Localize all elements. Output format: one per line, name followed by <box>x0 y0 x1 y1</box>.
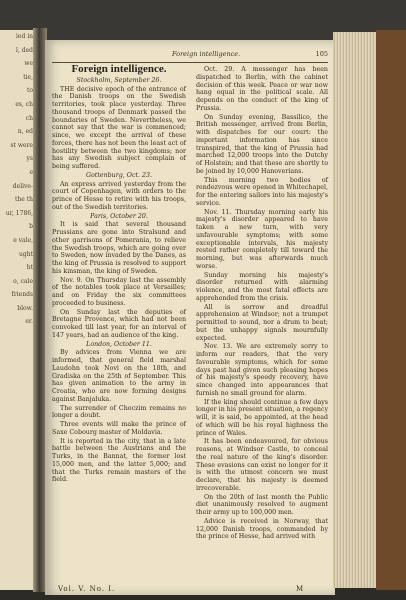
page-number: 105 <box>315 50 328 58</box>
article-paragraph: It is said that several thousand Prussians are gone into Stralsund and other garrisons of Pomerania, to relieve the Swedish troops, which are going over to Sweden, now invaded by the Danes, as the king of Prussia is resolved to support his kinsman, the king of Sweden. <box>52 221 186 275</box>
dateline: Stockholm, September 26. <box>76 76 162 84</box>
article-paragraph: If the king should continue a few days longer in his present situation, a regency will, it is said, be appointed, at the head of which will be his royal highness the prince of Wales. <box>196 398 328 437</box>
left-page-fragment: es, ch <box>15 100 33 108</box>
page-edges <box>333 32 379 588</box>
left-page-fragment: l, ded <box>16 46 33 54</box>
left-page-fragment: ught <box>19 250 33 258</box>
article-paragraph: On Sunday last the deputies of Bretagne Provence, which had not been convoked till last year, for an interval of 147 years, had an audience of the king. <box>52 308 186 339</box>
article-paragraph: All is sorrow and dreadful apprehension at Windsor; not a trumpet permitted to sound, nor a drum to beat; but the unhappy signals mournfully expected. <box>196 303 328 342</box>
left-page-fragment: delive- <box>12 182 33 190</box>
article-paragraph: On the 20th of last month the Public diet unanimously resolved to augment their army up to 100,000 men. <box>196 493 328 516</box>
article-paragraph: The surrender of Choczim remains no longer a doubt. <box>52 404 186 420</box>
left-page-fragment: we <box>24 60 33 68</box>
left-page-fragment: to <box>26 87 33 95</box>
left-page-fragment: tie, <box>23 73 33 81</box>
running-title: Foreign intelligence. <box>172 50 241 58</box>
article-paragraph: Nov. 13. We are extremely sorry to inform our readers, that the very favourable symptoms, which for some days past had given such pleasing hopes of his majesty's speedy recovery, have since changed into appearances that furnish no small ground for alarm. <box>196 343 328 397</box>
article-paragraph: An express arrived yesterday from the court of Copenhagen, with orders to the prince of Hesse to retire with his troops, out of the Swedish territories. <box>52 180 186 211</box>
article-paragraph: Advice is received in Norway, that 12,000 Danish troops, commanded by the prince of Hesse, had arrived with <box>196 517 328 541</box>
left-page-fragment: ht <box>26 264 33 272</box>
signature-mark: Vol. V. No. I. <box>58 585 116 593</box>
left-page-fragment: ys <box>26 155 33 163</box>
left-page-fragment: o, cale <box>13 277 33 285</box>
left-page-fragment: n, ed <box>17 128 33 136</box>
article-paragraph: It is reported in the city, that in a late battle between the Austrians and the Turks, in the Bannat, the former lost 15,000 men, and the latter 5,000; and that the Turks remain masters of the field. <box>52 437 186 484</box>
section-title: Foreign intelligence. <box>71 63 167 75</box>
article-paragraph: On Sunday evening, Bassilico, the British messenger, arrived from Berlin, with dispatches for our court: the important information has since transpired, that the king of Prussia had marched 12,000 troops into the Dutchy of Holstein; and that these are shortly to be joined by 10,000 Hanoverians. <box>196 113 328 175</box>
article-paragraph: This morning two bodies of rendezvous were opened in Whitechapel, for the entering sailors into his majesty's service. <box>196 176 328 207</box>
article-paragraph: Sunday morning his majesty's disorder returned with alarming violence, and the most fatal effects are apprehended from the crisis. <box>196 271 328 302</box>
left-page-fragment: st were <box>10 141 33 149</box>
left-page-fragment: ied in <box>15 33 33 40</box>
left-page-fragment: b <box>29 223 33 231</box>
article-paragraph: Three events will make the prince of Saxe Cobourg master of Moldavia. <box>52 421 186 436</box>
book-cover <box>376 30 406 590</box>
left-page <box>0 30 36 590</box>
article-paragraph: Nov. 11. Thursday morning early his majesty's disorder appeared to have taken a new turn, with very unfavourable symptoms; with some exceptionable intervals, his majesty rested rather completely till toward the morning, but was afterwards much worse. <box>196 208 328 270</box>
left-page-fragment: ch <box>25 114 33 122</box>
left-page-fragment: e vale, <box>13 236 33 244</box>
catchword: M <box>296 585 304 593</box>
article-paragraph: By advices from Vienna we are informed, that general field marshal Laudohn took Novi on the 18th, and Gradiska on the 25th of September. This has given animation to the army in Croatia, who are now forming designs against Banjaluka. <box>52 349 186 403</box>
article-paragraph: THE decisive epoch of the entrance of the Danish troops on the Swedish territories, took place yesterday. Three thousand troops of Denmark passed the boundaries of Sweden. Nevertheless, we cannot say that the war is commenced; since, we except the arrival of these forces, there has not been the least act of hostility between the two kingdoms; nor has any Swedish subject complain of being suffered. <box>52 85 186 170</box>
left-page-fragment: blow. <box>17 304 33 312</box>
column-left <box>52 63 186 485</box>
left-page-fragment: er. <box>25 318 33 326</box>
dateline: Gottenburg, Oct. 23. <box>85 171 153 179</box>
column-right <box>196 66 328 542</box>
left-page-fragment: e <box>29 168 33 176</box>
dateline: Paris, October 20. <box>90 212 148 220</box>
article-paragraph: It has been endeavoured, for obvious reasons, at Windsor Castle, to conceal the real nature of the king's disorder. These evasions can exist no longer for it is with the utmost concern we must declare, that his majesty is deemed irrecoverable. <box>196 438 328 492</box>
left-page-fragment: friends <box>11 291 33 299</box>
dateline: London, October 11. <box>86 340 152 348</box>
article-paragraph: Oct. 29. A messenger has been dispatched to Berlin, with the cabinet decision of this week. Peace or war now hang equal in the political scale. All depends on the conduct of the king of Prussia. <box>196 66 328 112</box>
left-page-fragment: ur, 1786, <box>5 209 33 217</box>
running-header <box>52 50 328 62</box>
article-paragraph: Nov. 9. On Thursday last the assembly of the notables took place at Versailles; and on Friday the six committees proceeded to business. <box>52 276 186 307</box>
left-page-fragment: the th <box>14 196 33 204</box>
